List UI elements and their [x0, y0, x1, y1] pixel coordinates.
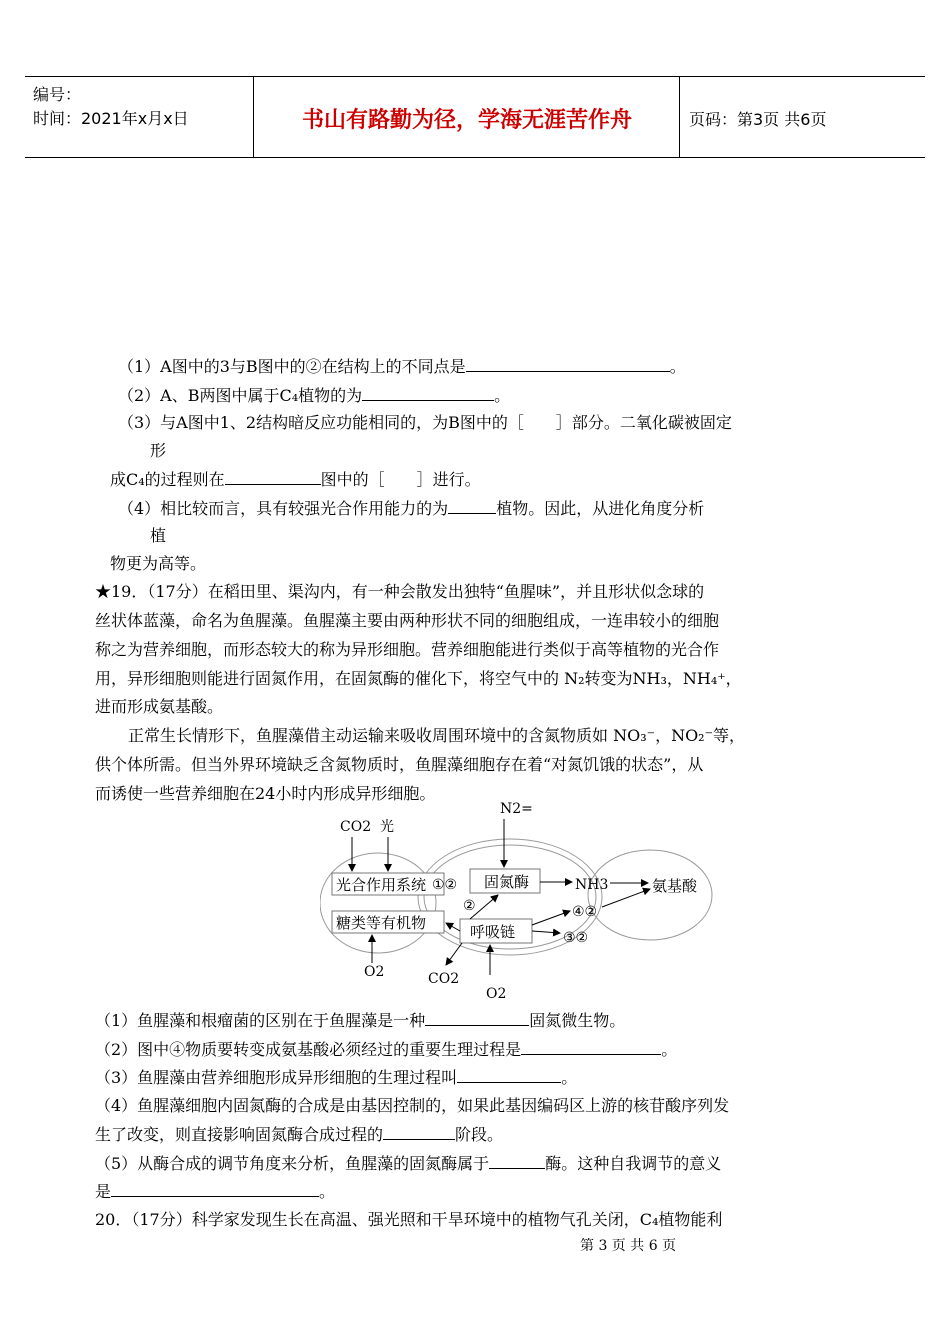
q18-part4-cont: 物更为高等。: [110, 554, 207, 573]
page-footer: 第 3 页 共 6 页: [580, 1238, 677, 1254]
light-label: 光: [380, 819, 394, 835]
q19-intro-line: 丝状体蓝藻，命名为鱼腥藻。鱼腥藻主要由两种形状不同的细胞组成，一连串较小的细胞: [95, 611, 720, 630]
q19-sub3-end: 。: [561, 1068, 578, 1087]
nitrogenase-label: 固氮酶: [484, 873, 530, 891]
circle-42-label: ④②: [572, 904, 598, 920]
answer-blank: [425, 1010, 529, 1026]
co2-top-label: CO2: [340, 819, 372, 835]
nitrogen-fixation-diagram: [320, 795, 720, 1005]
q18-part4-mid: 植物。因此，从进化角度分析: [496, 499, 705, 518]
header-divider: [679, 77, 680, 157]
adjacent-cell-outline: [588, 850, 712, 940]
co2-bottom-label: CO2: [428, 971, 460, 987]
q19-sub5-text: （5）从酶合成的调节角度来分析，鱼腥藻的固氮酶属于: [95, 1154, 490, 1173]
o2-bottom-label: O2: [486, 986, 507, 1002]
n2-label: N2=: [500, 801, 533, 817]
q19-sub1: [95, 1010, 625, 1031]
answer-blank: [225, 469, 321, 485]
header-motto: 书山有路勤为径，学海无涯苦作舟: [301, 108, 632, 133]
q19-sub5-mid: 酶。这种自我调节的意义: [545, 1154, 722, 1173]
header-page-info: 页码：第3页 共6页: [689, 110, 827, 129]
q19-para2-line: 供个体所需。但当外界环境缺乏含氮物质时，鱼腥藻细胞存在着“对氮饥饿的状态”，从: [95, 755, 704, 774]
q19-para2-line: 而诱使一些营养细胞在24小时内形成异形细胞。: [95, 784, 436, 803]
header-meta: [33, 83, 189, 131]
q18-part1-text: （1）A图中的3与B图中的②在结构上的不同点是: [118, 357, 466, 376]
answer-blank: [457, 1067, 561, 1083]
amino-acid-label: 氨基酸: [652, 877, 698, 895]
diagram-arrows: [352, 819, 650, 975]
q18-part2-text: （2）A、B两图中属于C₄植物的为: [118, 386, 363, 405]
circle-32-label: ③②: [563, 930, 589, 946]
q18-part3-text: 成C₄的过程则在: [110, 470, 225, 489]
answer-blank: [489, 1153, 545, 1169]
respiration-label: 呼吸链: [470, 923, 516, 941]
q19-sub4: （4）鱼腥藻细胞内固氮酶的合成是由基因控制的，如果此基因编码区上游的核苷酸序列发: [95, 1096, 730, 1115]
answer-blank: [448, 498, 496, 514]
q19-sub4-end: 阶段。: [455, 1125, 504, 1144]
q19-intro-line: ★19．（17分）在稻田里、渠沟内，有一种会散发出独特“鱼腥味”，并且形状似念球的: [95, 582, 705, 601]
answer-blank: [466, 356, 670, 372]
q19-sub2-text: （2）图中④物质要转变成氨基酸必须经过的重要生理过程是: [95, 1040, 522, 1059]
q19-sub5-cont: [95, 1181, 335, 1202]
q18-part3-wrap: 形: [150, 441, 167, 460]
q19-sub1-text: （1）鱼腥藻和根瘤菌的区别在于鱼腥藻是一种: [95, 1011, 426, 1030]
q19-sub3-text: （3）鱼腥藻由营养细胞形成异形细胞的生理过程叫: [95, 1068, 458, 1087]
q18-part2: [118, 385, 510, 406]
q18-part4-wrap: 植: [150, 526, 167, 545]
q19-intro-line: 称之为营养细胞，而形态较大的称为异形细胞。营养细胞能进行类似于高等植物的光合作: [95, 640, 720, 659]
header-time: 时间：2021年x月x日: [33, 109, 189, 128]
q18-part2-end: 。: [494, 386, 511, 405]
q19-para2-line: 正常生长情形下，鱼腥藻借主动运输来吸收周围环境中的含氮物质如 NO₃⁻，NO₂⁻等，: [128, 726, 746, 745]
q19-sub1-end: 固氮微生物。: [529, 1011, 626, 1030]
q20-line: 20．（17分）科学家发现生长在高温、强光照和干旱环境中的植物气孔关闭，C₄植物能利: [95, 1210, 723, 1229]
q19-intro-line: 进而形成氨基酸。: [95, 697, 224, 716]
q19-sub4-text: 生了改变，则直接影响固氮酶合成过程的: [95, 1125, 384, 1144]
photosystem-label: 光合作用系统: [336, 876, 427, 894]
sugars-label: 糖类等有机物: [336, 914, 427, 932]
q19-sub5-text2: 是: [95, 1182, 112, 1201]
q18-part3: （3）与A图中1、2结构暗反应功能相同的，为B图中的［ ］部分。二氧化碳被固定: [118, 413, 732, 432]
q19-sub2-end: 。: [661, 1040, 678, 1059]
header-divider: [253, 77, 254, 157]
answer-blank: [383, 1124, 455, 1140]
nh3-label: NH3: [575, 877, 609, 893]
answer-blank: [362, 385, 494, 401]
header-number: 编号：: [33, 85, 82, 104]
answer-blank: [111, 1181, 319, 1197]
q18-part1: [118, 356, 686, 377]
q19-sub5-end: 。: [319, 1182, 336, 1201]
q18-part4-text: （4）相比较而言，具有较强光合作用能力的为: [118, 499, 449, 518]
q19-sub4-cont: [95, 1124, 503, 1145]
q18-part1-end: 。: [669, 357, 686, 376]
q19-sub2: [95, 1039, 677, 1060]
q19-sub5: [95, 1153, 721, 1174]
q18-part4: [118, 498, 704, 519]
q19-sub3: [95, 1067, 577, 1088]
page-header: [25, 76, 925, 158]
q18-part3-cont: [110, 469, 481, 490]
q19-intro-line: 用，异形细胞则能进行固氮作用，在固氮酶的催化下，将空气中的 N₂转变为NH₃，NH₄⁺，: [95, 669, 742, 688]
circle-12-label: ①②: [432, 877, 458, 893]
answer-blank: [521, 1039, 661, 1055]
o2-left-label: O2: [364, 964, 385, 980]
circle-2-label: ②: [463, 898, 476, 914]
q18-part3-end: 图中的［ ］进行。: [320, 470, 481, 489]
